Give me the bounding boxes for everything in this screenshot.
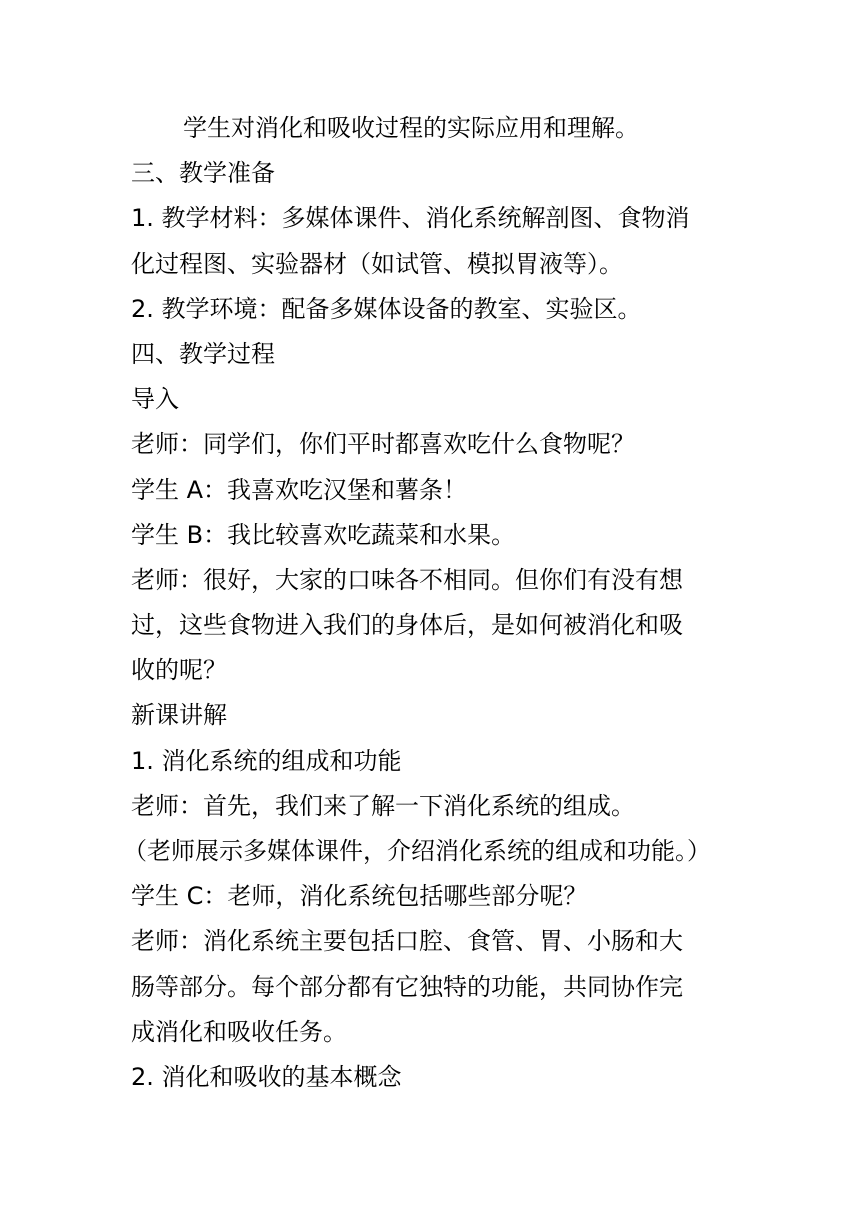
stage-direction: （老师展示多媒体课件，介绍消化系统的组成和功能。） <box>123 837 711 865</box>
dialogue-line: 老师：很好，大家的口味各不相同。但你们有没有想 <box>131 565 683 594</box>
dialogue-line: 老师：消化系统主要包括口腔、食管、胃、小肠和大 <box>131 927 683 956</box>
topic-heading-digestion-absorption: 2. 消化和吸收的基本概念 <box>131 1062 402 1091</box>
dialogue-line: 学生 C：老师，消化系统包括哪些部分呢？ <box>131 882 588 911</box>
dialogue-line: 学生 B：我比较喜欢吃蔬菜和水果。 <box>131 520 516 549</box>
section-heading-teaching-preparation: 三、教学准备 <box>131 159 275 188</box>
dialogue-line-continued: 成消化和吸收任务。 <box>131 1017 347 1046</box>
subheading-introduction: 导入 <box>131 385 179 414</box>
subheading-new-lesson: 新课讲解 <box>131 701 227 730</box>
paragraph-objective-continuation: 学生对消化和吸收过程的实际应用和理解。 <box>183 114 639 142</box>
topic-heading-digestive-system: 1. 消化系统的组成和功能 <box>131 746 402 775</box>
dialogue-line-continued: 收的呢？ <box>131 656 227 685</box>
list-item-teaching-materials: 1. 教学材料：多媒体课件、消化系统解剖图、食物消 <box>131 204 690 233</box>
dialogue-line: 学生 A：我喜欢吃汉堡和薯条！ <box>131 475 468 504</box>
list-item-teaching-materials-continued: 化过程图、实验器材（如试管、模拟胃液等）。 <box>131 249 623 278</box>
dialogue-line: 老师：同学们，你们平时都喜欢吃什么食物呢？ <box>131 430 635 459</box>
list-item-teaching-environment: 2. 教学环境：配备多媒体设备的教室、实验区。 <box>131 294 642 323</box>
document-body <box>123 106 751 1100</box>
dialogue-line-continued: 过，这些食物进入我们的身体后，是如何被消化和吸 <box>131 611 683 640</box>
section-heading-teaching-process: 四、教学过程 <box>131 339 275 368</box>
dialogue-line: 老师：首先，我们来了解一下消化系统的组成。 <box>131 791 635 820</box>
dialogue-line-continued: 肠等部分。每个部分都有它独特的功能，共同协作完 <box>131 972 683 1001</box>
